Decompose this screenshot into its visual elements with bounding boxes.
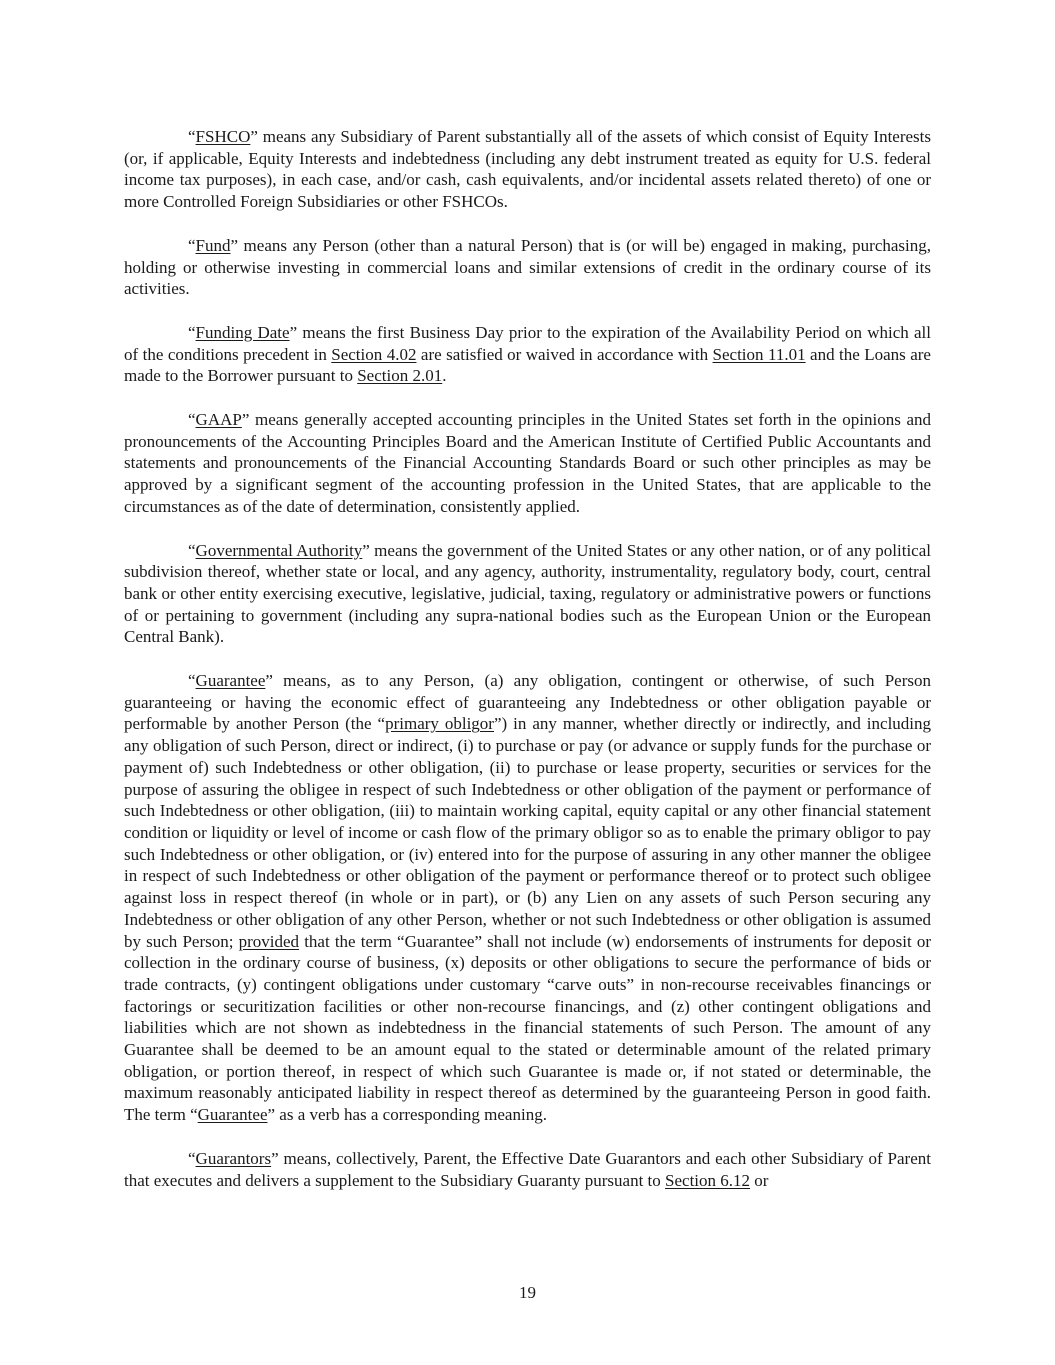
definition-text: “: [188, 322, 196, 342]
definition-text: ” as a verb has a corresponding meaning.: [267, 1105, 547, 1125]
definition-text: ”) in any manner, whether directly or indirectly, and including any obligation of such Person, direct or indirect, (i) to purchase or pay (or advance or supply funds for the purchase or payment of) such Indebtedness or other obligation, (ii) to purchase or lease property, securities or services for the purpose of assuring the obligee in respect of such Indebtedness or other obligation of the payment or performance of such Indebtedness or other obligation, (iii) to maintain working capital, equity capital or any other financial statement condition or liquidity or level of income or cash flow of the primary obligor so as to enable the primary obligor to pay such Indebtedness or other obligation, or (iv) entered into for the purpose of assuring in any other manner the obligee in respect of such Indebtedness or other obligation of the payment or performance thereof or to protect such obligee against loss in respect thereof (in whole or in part), or (b) any Lien on any assets of such Person securing any Indebtedness or other obligation of any other Person, whether or not such Indebtedness or other obligation is assumed by such Person;: [124, 714, 932, 951]
defined-term: primary obligor: [385, 714, 494, 734]
defined-term: Guarantee: [195, 671, 266, 691]
section-reference: Section 6.12: [665, 1170, 751, 1190]
definition-fshco: [124, 126, 931, 213]
definition-text: ” means generally accepted accounting principles in the United States set forth in the opinions and pronouncements of the Accounting Principles Board and the American Institute of Certified Public Accountants and statements and pronouncements of the Financial Accounting Standards Board or such other principles as may be approved by a significant segment of the accounting profession in the United States, that are applicable to the circumstances as of the date of determination, consistently applied.: [124, 410, 931, 516]
definition-text: ” means the first Business Day prior to the expiration of the Availability Period on which all of the conditions precedent in: [124, 322, 931, 364]
definition-fund: [124, 235, 931, 300]
definition-guarantors: [124, 1148, 931, 1191]
section-reference: Section 11.01: [712, 344, 806, 364]
definition-text: or: [750, 1170, 769, 1190]
definition-gaap: [124, 409, 931, 518]
defined-term: provided: [238, 931, 300, 951]
defined-term: Guarantors: [195, 1148, 272, 1168]
definition-text: and the Loans are made to the Borrower pursuant to: [124, 344, 931, 386]
definition-text: .: [442, 366, 447, 386]
definition-text: “: [188, 1148, 196, 1168]
definition-funding-date: [124, 322, 931, 387]
section-reference: Section 2.01: [357, 366, 443, 386]
definitions-list: [124, 126, 931, 1191]
defined-term: Funding Date: [195, 322, 290, 342]
document-page: [124, 126, 931, 1213]
definition-text: “: [188, 540, 196, 560]
definition-text: ” means any Person (other than a natural Person) that is (or will be) engaged in making, purchasing, holding or otherwise investing in commercial loans and similar extensions of credit in the ordinary course of its activities.: [124, 235, 931, 299]
definition-text: “: [188, 671, 196, 691]
definition-text: “: [188, 127, 196, 146]
defined-term: FSHCO: [195, 127, 251, 146]
definition-text: ” means, collectively, Parent, the Effective Date Guarantors and each other Subsidiary of Parent that executes and delivers a supplement to the Subsidiary Guaranty pursuant to: [124, 1148, 931, 1190]
definition-text: “: [188, 235, 196, 255]
definition-text: are satisfied or waived in accordance with: [416, 344, 713, 364]
definition-text: that the term “Guarantee” shall not include (w) endorsements of instruments for deposit or collection in the ordinary course of business, (x) deposits or other obligations to secure the performance of bids or trade contracts, (y) contingent obligations under customary “carve outs” in non-recourse receivables financings or factorings or securitization facilities or other non-recourse financings, and (z) other contingent obligations and liabilities which are not shown as indebtedness in the financial statements of such Person. The amount of any Guarantee shall be deemed to be an amount equal to the stated or determinable amount of the related primary obligation, or portion thereof, in respect of which such Guarantee is made or, if not stated or determinable, the maximum reasonably anticipated liability in respect thereof as determined by the guaranteeing Person in good faith. The term “: [124, 931, 931, 1125]
defined-term: GAAP: [195, 410, 242, 430]
defined-term: Governmental Authority: [195, 540, 363, 560]
definition-text: ” means any Subsidiary of Parent substantially all of the assets of which consist of Equity Interests (or, if applicable, Equity Interests and indebtedness (including any debt instrument treated as equity for U.S. federal income tax purposes), in each case, and/or cash, cash equivalents, and/or incidental assets related thereto) of one or more Controlled Foreign Subsidiaries or other FSHCOs.: [124, 127, 931, 212]
definition-text: “: [188, 410, 196, 430]
defined-term: Fund: [195, 235, 231, 255]
section-reference: Section 4.02: [331, 344, 417, 364]
definition-text: ” means the government of the United States or any other nation, or of any political subdivision thereof, whether state or local, and any agency, authority, instrumentality, regulatory body, court, central bank or other entity exercising executive, legislative, judicial, taxing, regulatory or administrative powers or functions of or pertaining to government (including any supra-national bodies such as the European Union or the European Central Bank).: [124, 540, 931, 647]
page-number: 19: [519, 1283, 536, 1302]
definition-text: ” means, as to any Person, (a) any obligation, contingent or otherwise, of such Person guaranteeing or having the economic effect of guaranteeing any Indebtedness or other obligation payable or performable by another Person (the “: [124, 671, 931, 734]
definition-governmental-authority: [124, 540, 931, 649]
definition-guarantee: [124, 670, 931, 1126]
defined-term: Guarantee: [197, 1105, 268, 1125]
